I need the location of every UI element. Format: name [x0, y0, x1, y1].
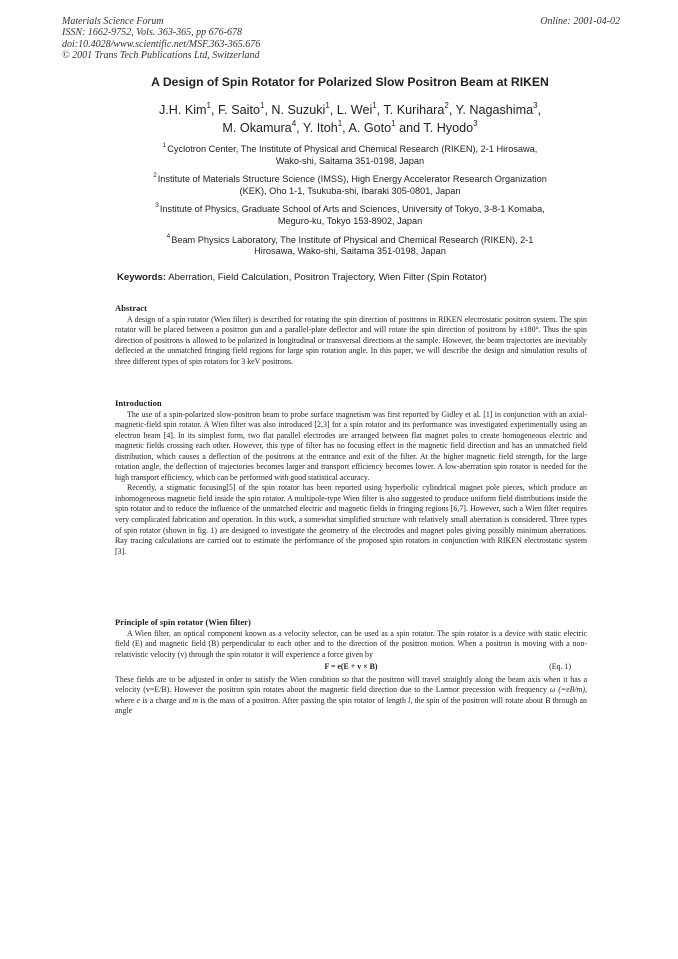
- author: T. Hyodo$^3$: [423, 118, 478, 135]
- equation-label: (Eq. 1): [549, 662, 571, 672]
- abstract-text: A design of a spin rotator (Wien filter) is described for rotating the spin direction of positrons in RIKEN electrostatic positron system. The spin rotator will be placed between a positron gun and a parallel-plate deflector and will rotate the spin direction of positrons by ±180°. Thus the spin direction of positrons is allowed to be polarized in longitudinal or transversal directions at the sample. However, the beam trajectories are inevitably deflected at the unmatched fringing field regions for large spin rotation angle. In this paper, we will describe the design and simulation results of three different types of spin rotators for 3 keV positrons.: [115, 314, 587, 366]
- online-date: Online: 2001-04-02: [540, 16, 620, 27]
- author: Y. Itoh$^1$,: [302, 118, 349, 135]
- author: A. Goto$^1$ and: [348, 118, 424, 135]
- paper-title: A Design of Spin Rotator for Polarized Slow Positron Beam at RIKEN: [151, 75, 549, 89]
- author-list: [100, 101, 600, 137]
- keywords-label: Keywords:: [117, 272, 167, 283]
- principle-section: [115, 617, 587, 717]
- doi-line[interactable]: doi:10.4028/www.scientific.net/MSF.363-365.676: [62, 38, 261, 50]
- journal-header: [62, 16, 442, 62]
- author: L. Wei$^1$,: [336, 100, 384, 117]
- affiliations: [100, 141, 600, 265]
- affiliation: $^2$Institute of Materials Structure Science (IMSS), High Energy Accelerator Research Organization (KEK), Oho 1-1, Tsukuba-shi, Ibaraki 305-0801, Japan: [153, 172, 547, 196]
- equation-1: [115, 662, 587, 674]
- abstract-heading: Abstract: [115, 303, 147, 313]
- paragraph: These fields are to be adjusted in order to satisfy the Wien condition so that the positron will travel straightly along the beam axis when it has a velocity (v=E/B). However the positron spin rotates about the magnetic field direction due to the Larmor precession with frequency ω (=eB/m), where e is a charge and m is the mass of a positron. After passing the spin rotator of length l, the spin of the positron will rotate about B through an angle: [115, 674, 587, 716]
- author: Y. Nagashima$^3$,: [455, 100, 542, 117]
- copyright-line: © 2001 Trans Tech Publications Ltd, Switzerland: [62, 50, 260, 62]
- introduction-section: [115, 398, 587, 557]
- paragraph: The use of a spin-polarized slow-positron beam to probe surface magnetism was first reported by Gidley et al. [1] in conjunction with an axial-magnetic-field spin rotator. A Wien filter was also introduced [2,3] for a spin rotator and its performance was investigated experimentally using an electron beam [4]. In its simplest form, two flat parallel electrodes are arranged between flat magnet poles to create homogeneous electric and magnetic fields crossing each other. However, this type of filter has no focusing effect in the magnetic field direction and has an unmatched field distribution, which causes a deflection of the positrons at the entrance and exit of the filter. At the higher magnetic field strength, for the large rotation angle, the deflection of trajectories becomes larger and transport efficiency becomes lower. A low-aberration spin rotator is needed for the high transport efficiency, which can be performed with good statistical accuracy.: [115, 409, 587, 482]
- affiliation: $^4$Beam Physics Laboratory, The Institute of Physical and Chemical Research (RIKEN), 2-1 Hirosawa, Wako-shi, Saitama 351-0198, Japan: [166, 232, 534, 257]
- affiliation: $^1$Cyclotron Center, The Institute of Physical and Chemical Research (RIKEN), 2-1 Hirosawa, Wako-shi, Saitama 351-0198, Japan: [162, 141, 538, 166]
- keywords: [117, 272, 617, 284]
- author: T. Kurihara$^2$,: [383, 100, 456, 117]
- author: M. Okamura$^4$,: [222, 118, 303, 135]
- introduction-heading: Introduction: [115, 398, 162, 408]
- author: F. Saito$^1$,: [217, 100, 272, 117]
- abstract-section: [115, 303, 587, 367]
- keywords-text: Aberration, Field Calculation, Positron Trajectory, Wien Filter (Spin Rotator): [168, 272, 487, 283]
- paragraph: Recently, a stigmatic focusing[5] of the spin rotator has been reported using hyperbolic cylindrical magnet pole pieces, which produce an inhomogeneous magnetic field inside the spin rotator. A multipole-type Wien filter is also suggested to produce uniform field distributions inside the spin rotator and to reduce the influence of the unmatched electric and magnetic fields in fringing regions [6,7]. However, such a Wien filter requires very complicated fabrication and operation. In this work, a somewhat simplified structure with relatively small aberration is considered. Three types of spin rotator (shown in fig. 1) are designed to investigate the geometry of the electrodes and magnet poles giving possibly minimum aberrations. Ray tracing calculations are carried out to estimate the performance of the proposed spin rotators in conjunction with RIKEN electrostatic system [3].: [115, 483, 587, 556]
- author: N. Suzuki$^1$,: [271, 100, 337, 117]
- principle-heading: Principle of spin rotator (Wien filter): [115, 617, 251, 627]
- author: J.H. Kim$^1$,: [158, 100, 218, 117]
- journal-name: Materials Science Forum: [62, 16, 164, 27]
- issn-line: ISSN: 1662-9752, Vols. 363-365, pp 676-678: [62, 27, 242, 39]
- paragraph: A Wien filter, an optical component known as a velocity selector, can be used as a spin rotator. The spin rotator is a device with static electric field (E) and magnetic field (B) perpendicular to each other and to the direction of the positron motion. When a positron is moving with a non-relativistic velocity (v) through the spin rotator it will experience a force given by: [115, 628, 587, 659]
- equation-body: F = e(E + v × B): [324, 662, 378, 672]
- affiliation: $^3$Institute of Physics, Graduate School of Arts and Sciences, University of Tokyo, 3-8-1 Komaba, Meguro-ku, Tokyo 153-8902, Japan: [155, 202, 545, 226]
